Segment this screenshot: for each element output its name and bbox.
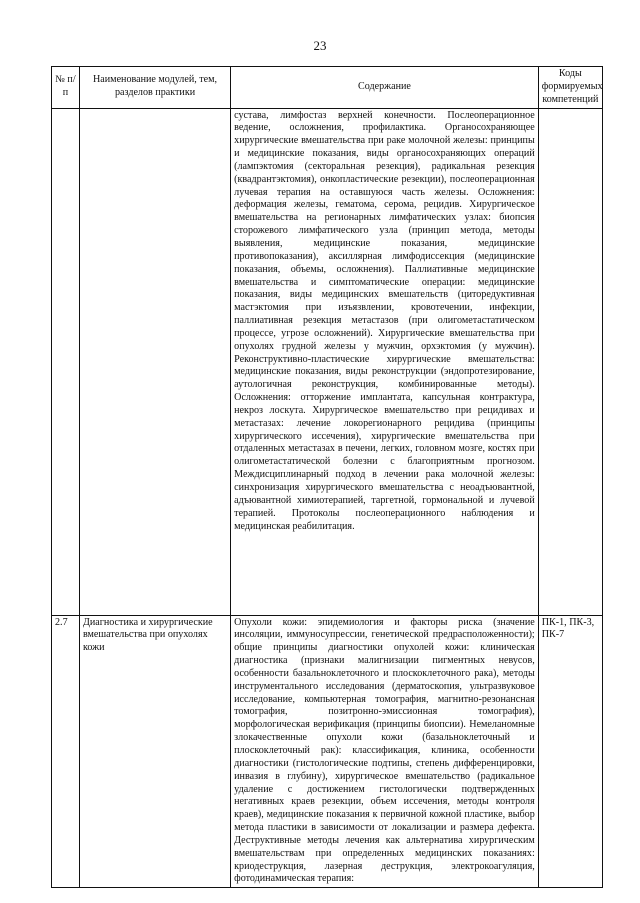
curriculum-table	[51, 66, 603, 888]
row-competency-codes	[538, 108, 602, 615]
row-competency-codes: ПК-1, ПК-3, ПК-7	[538, 615, 602, 888]
page-number: 23	[313, 38, 327, 53]
row-content: Опухоли кожи: эпидемиология и факторы риска (значение инсоляции, иммуносупрессии, генетической предрасположенности); общие принципы диагностики опухолей кожи: клиническая диагностика (признаки малигнизации пигментных невусов, особенности базальноклеточного и плоскоклеточного рака), методы инструментального исследования (дерматоскопия, ультразвуковое исследование, компьютерная томография, магнитно-резонансная томография, позитронно-эмиссионная томография), морфологическая верификация (принципы биопсии). Немеланомные злокачественные опухоли кожи (базальноклеточный и плоскоклеточный рак): классификация, клиника, особенности диагностики (гистологические подтипы, степень дифференцировки, инвазия в глубину), хирургическое вмешательство (радикальное удаление с достижением гистологически подтвержденных негативных краев резекции, объем иссечения, методы контроля краев), медицинские показания к первичной кожной пластике, выбор метода пластики в зависимости от локализации и размера дефекта. Деструктивные методы лечения как альтернатива хирургическим вмешательствам при определенных медицинских показаниях: криодеструкция, лазерная деструкция, электрокоагуляция, фотодинамическая терапия:	[231, 615, 539, 888]
row-number: 2.7	[52, 615, 80, 888]
table-row	[52, 615, 603, 888]
row-module-name	[79, 108, 230, 615]
header-module-name: Наименование модулей, тем, разделов практики	[79, 67, 230, 109]
header-number: № п/п	[52, 67, 80, 109]
header-competency-codes: Коды формируемых компетенций	[538, 67, 602, 109]
row-content: сустава, лимфостаз верхней конечности. Послеоперационное ведение, осложнения, профилактика. Органосохраняющее хирургические вмешательства при раке молочной железы: принципы и медицинские показания, виды органосохраняющих операций (лампэктомия (секторальная резекция), радикальная резекция (квадрантэктомия), онкопластические резекции), послеоперационная лучевая терапия на оставшуюся часть железы. Осложнения: деформация железы, гематома, серома, рецидив. Хирургическое вмешательства на регионарных лимфатических узлах: биопсия сторожевого лимфатического узла (принцип метода, методы выявления, медицинские показания, медицинские противопоказания), аксиллярная лимфодиссекция (медицинские показания, объемы, осложнения). Паллиативные медицинские вмешательства и симптоматические операции: медицинские показания, виды медицинских вмешательств (циторедуктивная мастэктомия при изъязвлении, кровотечении, инфекции, паллиативная резекция метастазов (при олигометастатическом процессе, угрозе осложнений). Хирургические вмешательства при опухолях грудной железы у мужчин, орхэктомия (у мужчин). Реконструктивно-пластические хирургические вмешательства: медицинские показания, виды реконструкции (эндопротезирование, аутологичная реконструкция, комбинированные методы). Осложнения: отторжение имплантата, капсульная контрактура, некроз лоскута. Хирургическое вмешательство при рецидивах и метастазах: лечение локорегионарного рецидива (принципы хирургического иссечения), хирургические вмешательства при отдаленных метастазах в печени, легких, головном мозге, костях при олигометастатической болезни с благоприятным прогнозом. Междисциплинарный подход в лечении рака молочной железы: синхронизация хирургического вмешательства с неоадъювантной, адъювантной химиотерапией, таргетной, гормональной и лучевой терапией. Протоколы послеоперационного наблюдения и медицинская реабилитация.	[231, 108, 539, 615]
table-row	[52, 108, 603, 615]
row-module-name: Диагностика и хирургические вмешательства при опухолях кожи	[79, 615, 230, 888]
table-header-row	[52, 67, 603, 109]
header-content: Содержание	[231, 67, 539, 109]
row-number	[52, 108, 80, 615]
